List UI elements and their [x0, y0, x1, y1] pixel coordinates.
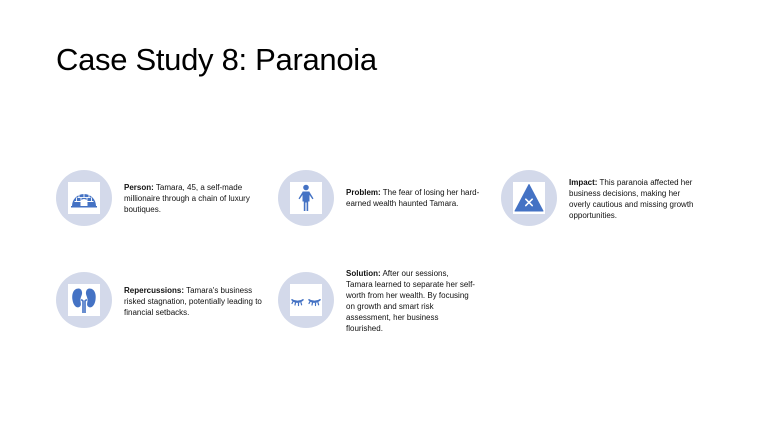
icon-frame: [290, 284, 322, 316]
card-label: Repercussions:: [124, 286, 185, 295]
card-body: Tamara's business risked stagnation, potentially leading to financial setbacks.: [124, 286, 262, 317]
slide-title: Case Study 8: Paranoia: [56, 42, 377, 77]
icon-frame: [68, 284, 100, 316]
card-body: This paranoia affected her business decisions, making her overly cautious and missing growth opportunities.: [569, 178, 694, 220]
card-label: Person:: [124, 183, 154, 192]
card-body: The fear of losing her hard-earned wealth haunted Tamara.: [346, 188, 480, 208]
card-label: Impact:: [569, 178, 598, 187]
card-body: Tamara, 45, a self-made millionaire through a chain of luxury boutiques.: [124, 183, 250, 214]
card-text: [124, 182, 264, 215]
kidneys-icon: [68, 284, 100, 316]
icon-frame: [290, 182, 322, 214]
card-body: After our sessions, Tamara learned to separate her self-worth from her wealth. By focusing on growth and smart risk assessment, her business flourished.: [346, 269, 475, 333]
card-text: [569, 177, 699, 221]
igloo-icon: [68, 182, 100, 214]
icon-frame: [513, 182, 545, 214]
icon-frame: [68, 182, 100, 214]
warning-triangle-icon: [513, 182, 545, 214]
card-text: [346, 187, 481, 209]
card-text: [346, 268, 476, 334]
closed-eyes-icon: [290, 284, 322, 316]
card-text: [124, 285, 262, 318]
card-label: Solution:: [346, 269, 381, 278]
card-label: Problem:: [346, 188, 381, 197]
person-icon: [290, 182, 322, 214]
